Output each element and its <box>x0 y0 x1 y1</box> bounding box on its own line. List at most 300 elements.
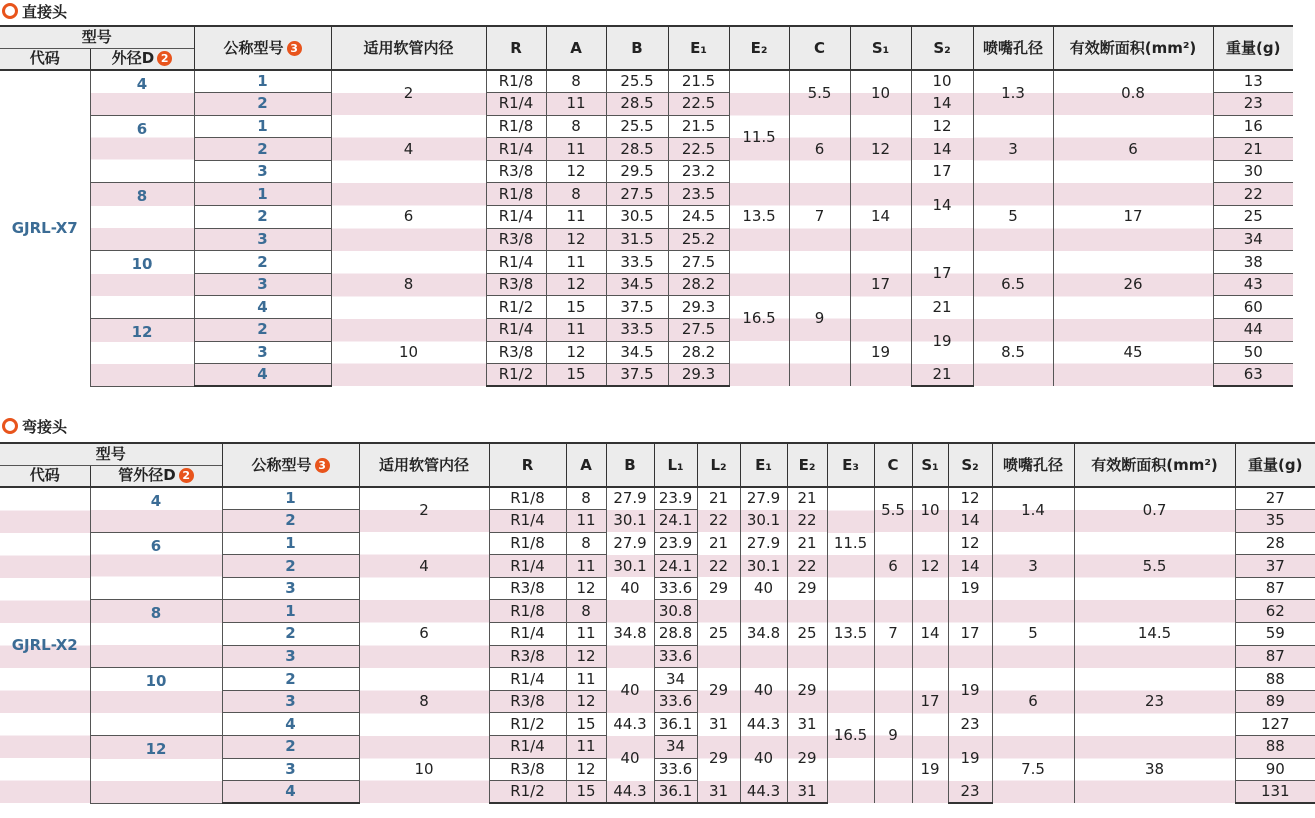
cell-nozzle: 1.4 <box>992 487 1074 532</box>
cell-nominal: 3 <box>194 273 331 296</box>
cell-R: R1/4 <box>486 93 546 116</box>
cell-R: R3/8 <box>489 577 566 600</box>
cell-nominal: 1 <box>194 183 331 206</box>
header-col: S₂ <box>948 443 992 487</box>
cell-B: 40 <box>606 668 654 713</box>
cell-A: 12 <box>566 645 606 668</box>
cell-weight: 88 <box>1235 736 1315 759</box>
cell-E3: 11.5 <box>827 487 874 600</box>
cell-E1: 24.5 <box>668 206 729 229</box>
cell-A: 11 <box>566 668 606 691</box>
header-col: E₃ <box>827 443 874 487</box>
cell-od: 8 <box>90 183 194 251</box>
cell-E2: 29 <box>787 668 827 713</box>
cell-E1: 21.5 <box>668 70 729 93</box>
cell-R: R1/4 <box>486 138 546 161</box>
cell-weight: 63 <box>1213 364 1293 387</box>
section-title-elbow <box>2 416 67 436</box>
cell-A: 11 <box>566 555 606 578</box>
cell-S1: 17 <box>850 251 911 319</box>
cell-A: 12 <box>546 273 606 296</box>
cell-A: 12 <box>546 341 606 364</box>
cell-S1: 17 <box>912 668 948 736</box>
cell-A: 8 <box>566 600 606 623</box>
cell-weight: 62 <box>1235 600 1315 623</box>
header-col: A <box>566 443 606 487</box>
header-code: 代码 <box>0 465 90 487</box>
cell-B: 27.9 <box>606 532 654 555</box>
cell-B: 27.9 <box>606 487 654 510</box>
header-col: L₁ <box>654 443 697 487</box>
header-col: B <box>606 26 668 70</box>
cell-B: 33.5 <box>606 319 668 342</box>
cell-S1: 10 <box>850 70 911 115</box>
cell-A: 11 <box>546 319 606 342</box>
cell-E1: 40 <box>740 668 787 713</box>
cell-S2: 19 <box>948 577 992 600</box>
cell-B: 25.5 <box>606 70 668 93</box>
cell-S2: 17 <box>911 251 973 296</box>
cell-weight: 27 <box>1235 487 1315 510</box>
cell-S2: 23 <box>948 713 992 736</box>
cell-B: 29.5 <box>606 160 668 183</box>
cell-weight: 90 <box>1235 758 1315 781</box>
cell-weight: 22 <box>1213 183 1293 206</box>
cell-R: R1/8 <box>486 183 546 206</box>
cell-R: R1/4 <box>486 251 546 274</box>
cell-od: 12 <box>90 736 222 804</box>
cell-S1: 10 <box>912 487 948 532</box>
cell-area: 14.5 <box>1074 600 1235 668</box>
cell-nominal: 3 <box>222 645 359 668</box>
cell-B: 33.5 <box>606 251 668 274</box>
cell-E1: 27.9 <box>740 532 787 555</box>
cell-E2: 11.5 <box>729 93 789 183</box>
cell-S2: 14 <box>911 138 973 161</box>
cell-E3: 16.5 <box>827 668 874 804</box>
cell-R: R1/4 <box>486 319 546 342</box>
cell-B: 44.3 <box>606 713 654 736</box>
cell-B: 40 <box>606 736 654 781</box>
header-model-group: 型号 <box>0 443 222 465</box>
cell-hose: 4 <box>331 115 486 183</box>
cell-A: 12 <box>566 758 606 781</box>
header-code: 代码 <box>0 48 90 70</box>
cell-nominal: 2 <box>194 138 331 161</box>
cell-weight: 131 <box>1235 781 1315 804</box>
table-row <box>0 115 1293 138</box>
cell-E2: 29 <box>787 736 827 781</box>
cell-B: 44.3 <box>606 781 654 804</box>
cell-B: 30.5 <box>606 206 668 229</box>
header-col: 有效断面积(mm²) <box>1074 443 1235 487</box>
cell-hose: 8 <box>359 668 489 736</box>
cell-weight: 59 <box>1235 623 1315 646</box>
cell-L2: 29 <box>697 736 740 781</box>
cell-S2: 12 <box>911 115 973 138</box>
table-row <box>0 70 1293 93</box>
cell-E1: 27.5 <box>668 251 729 274</box>
cell-nozzle: 5 <box>992 600 1074 668</box>
cell-hose: 10 <box>359 736 489 804</box>
cell-A: 11 <box>546 93 606 116</box>
cell-S2: 17 <box>948 600 992 668</box>
cell-area: 17 <box>1053 183 1213 251</box>
badge-3-icon: 3 <box>315 458 330 473</box>
cell-L2: 22 <box>697 510 740 533</box>
cell-E2: 21 <box>787 487 827 510</box>
straight-fitting-table <box>0 25 1293 387</box>
cell-E2: 22 <box>787 510 827 533</box>
header-col: C <box>789 26 850 70</box>
cell-L1: 36.1 <box>654 781 697 804</box>
cell-E1: 28.2 <box>668 341 729 364</box>
cell-E2: 31 <box>787 713 827 736</box>
cell-R: R3/8 <box>489 645 566 668</box>
section-title-text: 直接头 <box>22 2 68 21</box>
cell-weight: 16 <box>1213 115 1293 138</box>
cell-B: 27.5 <box>606 183 668 206</box>
cell-A: 11 <box>566 623 606 646</box>
cell-L2: 22 <box>697 555 740 578</box>
cell-nozzle: 6 <box>992 668 1074 736</box>
cell-E1: 22.5 <box>668 93 729 116</box>
cell-R: R1/4 <box>489 623 566 646</box>
cell-E1: 29.3 <box>668 296 729 319</box>
cell-E2: 22 <box>787 555 827 578</box>
badge-2-icon: 2 <box>157 51 172 66</box>
cell-E1: 40 <box>740 577 787 600</box>
cell-nominal: 1 <box>194 115 331 138</box>
cell-E1: 27.5 <box>668 319 729 342</box>
cell-S1: 12 <box>912 532 948 600</box>
header-col: S₂ <box>911 26 973 70</box>
table-row <box>0 183 1293 206</box>
header-col: C <box>874 443 912 487</box>
cell-R: R1/4 <box>489 510 566 533</box>
cell-B: 34.5 <box>606 273 668 296</box>
cell-C: 9 <box>874 668 912 804</box>
header-col: S₁ <box>850 26 911 70</box>
header-col: E₂ <box>787 443 827 487</box>
cell-R: R1/2 <box>486 364 546 387</box>
cell-nominal: 4 <box>222 713 359 736</box>
cell-E2: 31 <box>787 781 827 804</box>
cell-weight: 127 <box>1235 713 1315 736</box>
cell-weight: 60 <box>1213 296 1293 319</box>
cell-weight: 43 <box>1213 273 1293 296</box>
cell-E1: 27.9 <box>740 487 787 510</box>
cell-weight: 38 <box>1213 251 1293 274</box>
cell-hose: 6 <box>331 183 486 251</box>
cell-R: R3/8 <box>486 228 546 251</box>
cell-L2: 29 <box>697 668 740 713</box>
cell-hose: 8 <box>331 251 486 319</box>
cell-E1: 30.1 <box>740 510 787 533</box>
cell-A: 12 <box>566 577 606 600</box>
cell-weight: 23 <box>1213 93 1293 116</box>
cell-nominal: 2 <box>222 510 359 533</box>
cell-L2: 21 <box>697 532 740 555</box>
circle-bullet-icon <box>2 3 18 19</box>
cell-weight: 50 <box>1213 341 1293 364</box>
table-row <box>0 736 1315 759</box>
cell-A: 8 <box>546 70 606 93</box>
cell-area: 6 <box>1053 115 1213 183</box>
table-row <box>0 487 1315 510</box>
cell-od: 10 <box>90 668 222 736</box>
table-row <box>0 600 1315 623</box>
cell-B: 31.5 <box>606 228 668 251</box>
cell-od: 6 <box>90 532 222 600</box>
cell-S2: 14 <box>948 510 992 533</box>
cell-weight: 87 <box>1235 577 1315 600</box>
cell-nozzle: 1.3 <box>973 70 1053 115</box>
cell-od: 6 <box>90 115 194 183</box>
cell-C: 7 <box>874 600 912 668</box>
cell-weight: 25 <box>1213 206 1293 229</box>
cell-E1: 30.1 <box>740 555 787 578</box>
cell-A: 12 <box>546 160 606 183</box>
cell-area: 0.8 <box>1053 70 1213 115</box>
cell-nominal: 3 <box>194 160 331 183</box>
cell-E2: 25 <box>787 600 827 668</box>
cell-R: R1/2 <box>489 713 566 736</box>
cell-C: 6 <box>874 532 912 600</box>
table-row <box>0 251 1293 274</box>
cell-A: 15 <box>546 296 606 319</box>
badge-3-icon: 3 <box>287 41 302 56</box>
cell-S1: 19 <box>912 736 948 804</box>
cell-nozzle: 6.5 <box>973 251 1053 319</box>
cell-B: 28.5 <box>606 93 668 116</box>
cell-S2: 19 <box>911 319 973 364</box>
cell-nominal: 2 <box>194 319 331 342</box>
cell-R: R3/8 <box>486 341 546 364</box>
cell-od: 8 <box>90 600 222 668</box>
cell-nominal: 3 <box>222 758 359 781</box>
cell-E1: 40 <box>740 736 787 781</box>
cell-weight: 88 <box>1235 668 1315 691</box>
header-col: 重量(g) <box>1213 26 1293 70</box>
cell-E1: 44.3 <box>740 713 787 736</box>
cell-L1: 24.1 <box>654 510 697 533</box>
cell-nominal: 4 <box>194 364 331 387</box>
cell-code: GJRL-X2 <box>0 487 90 803</box>
cell-L1: 34 <box>654 736 697 759</box>
cell-nominal: 4 <box>194 296 331 319</box>
cell-E2: 29 <box>787 577 827 600</box>
cell-A: 11 <box>566 736 606 759</box>
cell-R: R1/4 <box>489 668 566 691</box>
header-hose-id: 适用软管内径 <box>331 26 486 70</box>
cell-area: 23 <box>1074 668 1235 736</box>
cell-C: 7 <box>789 183 850 251</box>
header-col: 有效断面积(mm²) <box>1053 26 1213 70</box>
cell-E1: 21.5 <box>668 115 729 138</box>
cell-hose: 6 <box>359 600 489 668</box>
header-col: S₁ <box>912 443 948 487</box>
cell-E1: 29.3 <box>668 364 729 387</box>
cell-nominal: 3 <box>222 690 359 713</box>
cell-L1: 36.1 <box>654 713 697 736</box>
header-col: B <box>606 443 654 487</box>
cell-A: 8 <box>566 487 606 510</box>
cell-R: R1/8 <box>489 487 566 510</box>
cell-R: R1/4 <box>489 736 566 759</box>
cell-E3: 13.5 <box>827 600 874 668</box>
cell-E1: 44.3 <box>740 781 787 804</box>
cell-R: R3/8 <box>486 273 546 296</box>
cell-L1: 28.8 <box>654 623 697 646</box>
cell-B: 37.5 <box>606 364 668 387</box>
cell-R: R1/2 <box>486 296 546 319</box>
cell-C: 6 <box>789 115 850 183</box>
cell-code: GJRL-X7 <box>11 219 78 238</box>
cell-L2: 31 <box>697 713 740 736</box>
cell-S2: 10 <box>911 70 973 93</box>
header-col: 重量(g) <box>1235 443 1315 487</box>
badge-2-icon: 2 <box>179 468 194 483</box>
cell-L1: 33.6 <box>654 758 697 781</box>
cell-C: 5.5 <box>789 70 850 115</box>
cell-nominal: 2 <box>194 93 331 116</box>
cell-hose: 2 <box>331 70 486 115</box>
cell-S2: 14 <box>911 183 973 228</box>
cell-od: 12 <box>90 319 194 387</box>
cell-area: 26 <box>1053 251 1213 319</box>
cell-hose: 10 <box>331 319 486 387</box>
cell-nominal: 1 <box>222 532 359 555</box>
cell-A: 12 <box>546 228 606 251</box>
cell-area: 38 <box>1074 736 1235 804</box>
cell-od: 10 <box>90 251 194 319</box>
cell-E1: 25.2 <box>668 228 729 251</box>
cell-L1: 33.6 <box>654 690 697 713</box>
cell-weight: 28 <box>1235 532 1315 555</box>
cell-E1: 23.2 <box>668 160 729 183</box>
cell-nominal: 2 <box>194 251 331 274</box>
cell-A: 15 <box>566 713 606 736</box>
cell-R: R3/8 <box>489 690 566 713</box>
cell-E1: 22.5 <box>668 138 729 161</box>
cell-A: 11 <box>546 138 606 161</box>
cell-C: 5.5 <box>874 487 912 532</box>
cell-B: 25.5 <box>606 115 668 138</box>
cell-nominal: 2 <box>222 623 359 646</box>
cell-od: 4 <box>90 70 194 115</box>
cell-S2: 12 <box>948 532 992 555</box>
header-nominal: 公称型号 3 <box>222 443 359 487</box>
cell-B: 34.5 <box>606 341 668 364</box>
header-col: E₂ <box>729 26 789 70</box>
table-row <box>0 668 1315 691</box>
cell-area: 0.7 <box>1074 487 1235 532</box>
cell-area: 5.5 <box>1074 532 1235 600</box>
cell-L1: 33.6 <box>654 577 697 600</box>
cell-S1: 19 <box>850 319 911 387</box>
header-od: 管外径D 2 <box>90 465 222 487</box>
elbow-fitting-table <box>0 442 1315 804</box>
cell-nominal: 3 <box>194 228 331 251</box>
header-col: E₁ <box>668 26 729 70</box>
cell-L2: 25 <box>697 600 740 668</box>
cell-L1: 23.9 <box>654 487 697 510</box>
cell-weight: 30 <box>1213 160 1293 183</box>
cell-B: 40 <box>606 577 654 600</box>
cell-E2: 21 <box>787 532 827 555</box>
cell-R: R1/8 <box>489 532 566 555</box>
cell-A: 12 <box>566 690 606 713</box>
header-col: A <box>546 26 606 70</box>
cell-R: R1/2 <box>489 781 566 804</box>
cell-nominal: 4 <box>222 781 359 804</box>
cell-nominal: 3 <box>194 341 331 364</box>
circle-bullet-icon <box>2 418 18 434</box>
header-col: E₁ <box>740 443 787 487</box>
cell-R: R1/8 <box>486 115 546 138</box>
cell-nozzle: 3 <box>973 115 1053 183</box>
cell-hose: 2 <box>359 487 489 532</box>
cell-A: 8 <box>566 532 606 555</box>
cell-S2 <box>911 228 973 251</box>
cell-R: R1/4 <box>486 206 546 229</box>
cell-A: 11 <box>546 206 606 229</box>
header-col: L₂ <box>697 443 740 487</box>
cell-nominal: 2 <box>222 555 359 578</box>
cell-L1: 23.9 <box>654 532 697 555</box>
cell-nozzle: 3 <box>992 532 1074 600</box>
table-row <box>0 532 1315 555</box>
cell-S2: 21 <box>911 296 973 319</box>
header-nominal: 公称型号 3 <box>194 26 331 70</box>
header-col: R <box>486 26 546 70</box>
cell-weight: 13 <box>1213 70 1293 93</box>
cell-B: 37.5 <box>606 296 668 319</box>
cell-A: 15 <box>546 364 606 387</box>
cell-nominal: 3 <box>222 577 359 600</box>
cell-S1: 14 <box>850 183 911 251</box>
cell-S2: 19 <box>948 668 992 713</box>
section-title-text: 弯接头 <box>22 417 68 436</box>
cell-nozzle: 8.5 <box>973 319 1053 387</box>
cell-E2: 13.5 <box>729 183 789 251</box>
cell-E1: 34.8 <box>740 600 787 668</box>
cell-A: 11 <box>546 251 606 274</box>
cell-S2: 14 <box>948 555 992 578</box>
cell-B: 28.5 <box>606 138 668 161</box>
cell-weight: 34 <box>1213 228 1293 251</box>
cell-E2 <box>729 70 789 93</box>
cell-weight: 35 <box>1235 510 1315 533</box>
cell-R: R3/8 <box>489 758 566 781</box>
cell-nozzle: 5 <box>973 183 1053 251</box>
cell-weight: 21 <box>1213 138 1293 161</box>
cell-S2: 12 <box>948 487 992 510</box>
section-title-straight <box>2 1 67 21</box>
cell-L2: 31 <box>697 781 740 804</box>
cell-A: 8 <box>546 183 606 206</box>
header-col: 喷嘴孔径 <box>992 443 1074 487</box>
cell-A: 15 <box>566 781 606 804</box>
cell-E1: 28.2 <box>668 273 729 296</box>
cell-hose: 4 <box>359 532 489 600</box>
cell-nominal: 2 <box>222 668 359 691</box>
cell-nominal: 1 <box>194 70 331 93</box>
cell-A: 8 <box>546 115 606 138</box>
cell-S2: 14 <box>911 93 973 116</box>
header-col: 喷嘴孔径 <box>973 26 1053 70</box>
